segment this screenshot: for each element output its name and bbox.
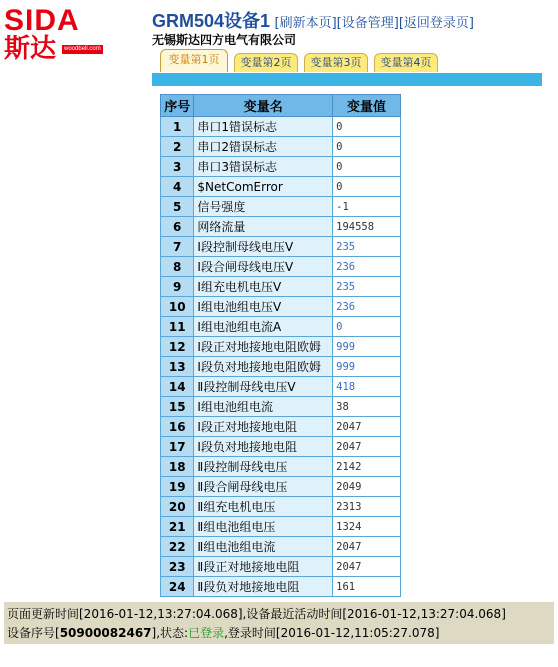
table-row <box>161 417 401 437</box>
row-index: 11 <box>161 317 194 337</box>
row-index: 14 <box>161 377 194 397</box>
row-index: 22 <box>161 537 194 557</box>
variable-value: 2047 <box>333 537 401 557</box>
table-row <box>161 317 401 337</box>
variable-table-container <box>160 94 401 597</box>
variable-name: I段正对地接地电阻欧姆 <box>194 337 333 357</box>
variable-value: 2047 <box>333 557 401 577</box>
variable-name: $NetComError <box>194 177 333 197</box>
variable-value: 1324 <box>333 517 401 537</box>
variable-table <box>160 94 401 597</box>
variable-name: Ⅱ组电池组电压 <box>194 517 333 537</box>
row-index: 23 <box>161 557 194 577</box>
sida-logo <box>4 6 122 62</box>
row-index: 20 <box>161 497 194 517</box>
variable-name: Ⅱ组充电机电压 <box>194 497 333 517</box>
tab-variables-page-4[interactable]: 变量第4页 <box>374 53 438 72</box>
variable-name: 串口3错误标志 <box>194 157 333 177</box>
variable-name: I段负对地接地电阻欧姆 <box>194 357 333 377</box>
variable-name: I段正对地接地电阻 <box>194 417 333 437</box>
table-row <box>161 197 401 217</box>
variable-name: Ⅱ段控制母线电压 <box>194 457 333 477</box>
variable-value: 38 <box>333 397 401 417</box>
table-row <box>161 517 401 537</box>
table-row <box>161 357 401 377</box>
row-index: 10 <box>161 297 194 317</box>
table-row <box>161 217 401 237</box>
variable-name: I段控制母线电压V <box>194 237 333 257</box>
variable-name: 串口1错误标志 <box>194 117 333 137</box>
table-row <box>161 277 401 297</box>
table-row <box>161 257 401 277</box>
table-row <box>161 557 401 577</box>
variable-value: 0 <box>333 117 401 137</box>
variable-value: 0 <box>333 157 401 177</box>
variable-value: 2047 <box>333 417 401 437</box>
row-index: 13 <box>161 357 194 377</box>
table-row <box>161 397 401 417</box>
variable-name: Ⅱ段负对地接地电阻 <box>194 577 333 597</box>
update-time-text: 页面更新时间[2016-01-12,13:27:04.068],设备最近活动时间[2016-01-12,13:27:04.068] <box>7 607 506 621</box>
table-row <box>161 577 401 597</box>
variable-name: I段合闸母线电压V <box>194 257 333 277</box>
login-state: 已登录 <box>188 626 225 640</box>
login-time: ,登录时间[2016-01-12,11:05:27.078] <box>224 626 440 640</box>
device-serial: 50900082467 <box>59 626 152 640</box>
row-index: 21 <box>161 517 194 537</box>
table-row <box>161 297 401 317</box>
variable-value: 194558 <box>333 217 401 237</box>
row-index: 5 <box>161 197 194 217</box>
column-header-name: 变量名 <box>194 95 333 117</box>
table-row <box>161 157 401 177</box>
table-row <box>161 537 401 557</box>
table-row <box>161 457 401 477</box>
variable-name: Ⅱ段控制母线电压V <box>194 377 333 397</box>
status-footer <box>4 602 554 644</box>
table-body <box>161 117 401 597</box>
table-header-row <box>161 95 401 117</box>
table-row <box>161 337 401 357</box>
tab-variables-page-2[interactable]: 变量第2页 <box>234 53 298 72</box>
variable-name: Ⅱ组电池组电流 <box>194 537 333 557</box>
back-to-login-link[interactable]: [返回登录页] <box>398 16 474 31</box>
refresh-link[interactable]: [刷新本页] <box>274 16 337 31</box>
variable-name: I段负对地接地电阻 <box>194 437 333 457</box>
variable-value: 2313 <box>333 497 401 517</box>
variable-name: I组电池组电流A <box>194 317 333 337</box>
tab-variables-page-3[interactable]: 变量第3页 <box>304 53 368 72</box>
variable-value: 999 <box>333 357 401 377</box>
tab-bar <box>152 73 542 86</box>
table-row <box>161 477 401 497</box>
row-index: 17 <box>161 437 194 457</box>
table-row <box>161 377 401 397</box>
variable-name: Ⅱ段合闸母线电压 <box>194 477 333 497</box>
variable-name: Ⅱ段正对地接地电阻 <box>194 557 333 577</box>
company-name: 无锡斯达四方电气有限公司 <box>152 33 297 47</box>
title-line <box>152 7 474 33</box>
device-status-line <box>7 624 439 641</box>
variable-value: 236 <box>333 297 401 317</box>
row-index: 15 <box>161 397 194 417</box>
variable-name: I组电池组电流 <box>194 397 333 417</box>
row-index: 7 <box>161 237 194 257</box>
tab-variables-page-1[interactable]: 变量第1页 <box>160 49 228 72</box>
column-header-index: 序号 <box>161 95 194 117</box>
variable-value: -1 <box>333 197 401 217</box>
table-row <box>161 237 401 257</box>
variable-value: 2142 <box>333 457 401 477</box>
variable-value: 235 <box>333 277 401 297</box>
row-index: 12 <box>161 337 194 357</box>
variable-value: 0 <box>333 177 401 197</box>
serial-prefix: 设备序号[ <box>7 626 60 640</box>
variable-value: 999 <box>333 337 401 357</box>
row-index: 8 <box>161 257 194 277</box>
variable-value: 0 <box>333 137 401 157</box>
variable-name: 串口2错误标志 <box>194 137 333 157</box>
variable-value: 236 <box>333 257 401 277</box>
state-prefix: ],状态: <box>151 626 189 640</box>
table-row <box>161 137 401 157</box>
logo-cn-text: 斯达 <box>4 34 57 64</box>
table-row <box>161 497 401 517</box>
table-row <box>161 437 401 457</box>
variable-value: 161 <box>333 577 401 597</box>
page-title: GRM504设备1 <box>152 11 271 31</box>
column-header-value: 变量值 <box>333 95 401 117</box>
row-index: 4 <box>161 177 194 197</box>
row-index: 3 <box>161 157 194 177</box>
row-index: 18 <box>161 457 194 477</box>
variable-value: 0 <box>333 317 401 337</box>
logo-small-text: woodbell.com <box>64 45 101 52</box>
variable-name: 信号强度 <box>194 197 333 217</box>
variable-value: 235 <box>333 237 401 257</box>
row-index: 24 <box>161 577 194 597</box>
variable-name: 网络流量 <box>194 217 333 237</box>
row-index: 1 <box>161 117 194 137</box>
row-index: 2 <box>161 137 194 157</box>
row-index: 6 <box>161 217 194 237</box>
logo-text: SIDA <box>4 4 80 37</box>
table-row <box>161 177 401 197</box>
variable-value: 2049 <box>333 477 401 497</box>
row-index: 19 <box>161 477 194 497</box>
variable-name: I组电池组电压V <box>194 297 333 317</box>
variable-value: 418 <box>333 377 401 397</box>
table-row <box>161 117 401 137</box>
variable-value: 2047 <box>333 437 401 457</box>
row-index: 9 <box>161 277 194 297</box>
row-index: 16 <box>161 417 194 437</box>
variable-name: I组充电机电压V <box>194 277 333 297</box>
device-management-link[interactable]: [设备管理] <box>336 16 399 31</box>
